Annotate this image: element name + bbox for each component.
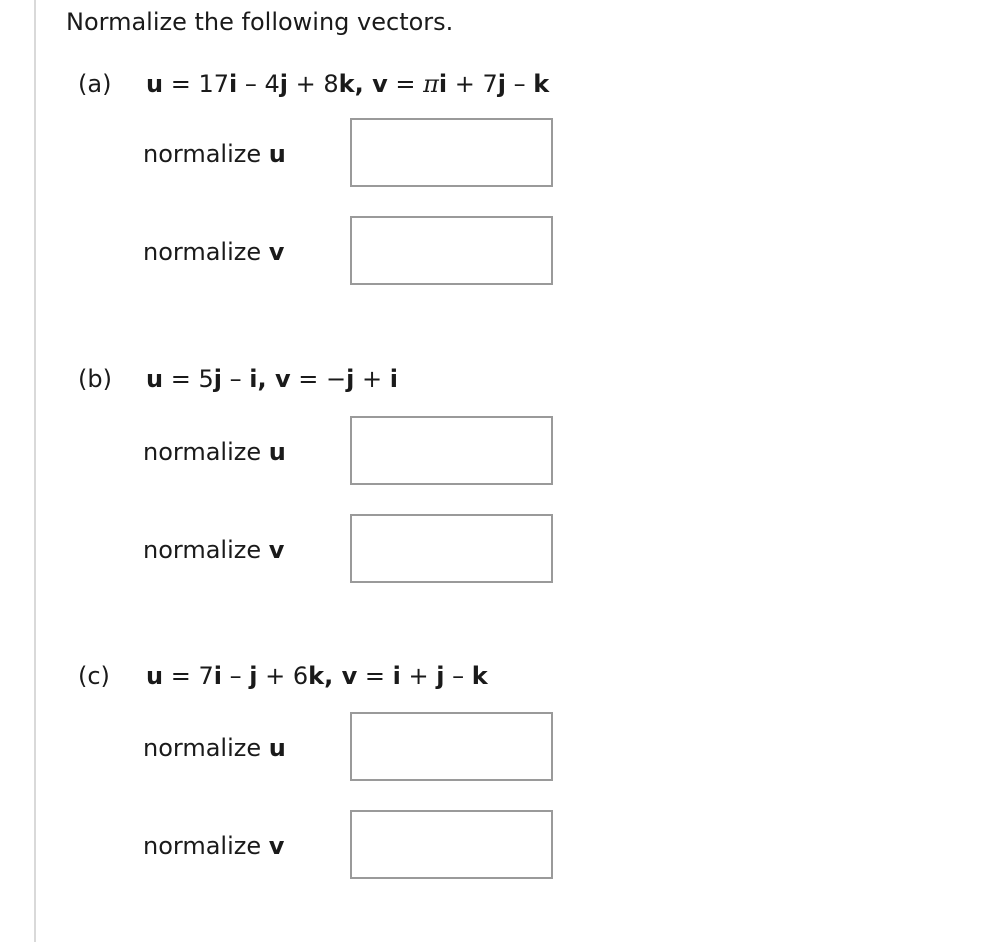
part-b-header: [78, 363, 398, 395]
expression-token: j: [497, 70, 507, 98]
part-b-u-expression: [163, 365, 275, 393]
part-a-v-expression: [388, 70, 550, 98]
part-a-normalize-v-input[interactable]: [350, 216, 553, 285]
part-c-normalize-u-label: [143, 732, 286, 764]
part-c-label: (c): [78, 662, 110, 690]
part-b-u-name: u: [146, 365, 164, 393]
part-a-normalize-v-label: [143, 236, 284, 268]
row-label-prefix: normalize: [143, 734, 269, 762]
expression-token: ,: [324, 662, 342, 690]
part-b-v-expression: [291, 365, 398, 393]
expression-token: + 6: [257, 662, 309, 690]
part-c-normalize-u-input[interactable]: [350, 712, 553, 781]
expression-token: j: [436, 662, 445, 690]
part-b-label: (b): [78, 365, 112, 393]
expression-token: k: [338, 70, 355, 98]
part-a-v-name: v: [372, 70, 388, 98]
row-label-variable: v: [268, 832, 285, 860]
part-b-normalize-v-label: [143, 534, 284, 566]
expression-token: j: [279, 70, 288, 98]
part-c-v-expression: [357, 662, 487, 690]
row-label-variable: v: [268, 536, 285, 564]
expression-token: i: [392, 662, 401, 690]
expression-token: –: [221, 365, 250, 393]
expression-token: +: [400, 662, 437, 690]
expression-token: –: [506, 70, 534, 98]
part-c-u-expression: [163, 662, 341, 690]
part-a-label: (a): [78, 70, 112, 98]
row-label-variable: u: [268, 140, 286, 168]
expression-token: + 8: [288, 70, 339, 98]
expression-token: i: [213, 662, 222, 690]
part-b-normalize-v-input[interactable]: [350, 514, 553, 583]
row-label-prefix: normalize: [143, 832, 269, 860]
row-label-prefix: normalize: [143, 238, 269, 266]
expression-token: = 7: [163, 662, 214, 690]
expression-token: = 17: [163, 70, 229, 98]
expression-token: =: [357, 662, 393, 690]
row-label-variable: u: [268, 734, 286, 762]
expression-token: j: [213, 365, 222, 393]
part-a-u-name: u: [146, 70, 164, 98]
expression-token: j: [249, 662, 258, 690]
row-label-prefix: normalize: [143, 140, 269, 168]
expression-token: –: [221, 662, 250, 690]
expression-token: ,: [354, 70, 373, 98]
expression-token: k: [471, 662, 488, 690]
part-c-u-name: u: [146, 662, 164, 690]
part-c-normalize-v-input[interactable]: [350, 810, 553, 879]
row-label-prefix: normalize: [143, 438, 269, 466]
row-label-prefix: normalize: [143, 536, 269, 564]
expression-token: i: [229, 70, 238, 98]
expression-token: = 5: [163, 365, 214, 393]
expression-token: i: [438, 70, 448, 98]
part-a-normalize-u-input[interactable]: [350, 118, 553, 187]
part-c-v-name: v: [341, 662, 358, 690]
part-a-header: [78, 68, 549, 100]
expression-token: ,: [257, 365, 275, 393]
expression-token: i: [389, 365, 398, 393]
expression-token: +: [354, 365, 390, 393]
left-margin-rule: [34, 0, 36, 942]
expression-token: k: [308, 662, 325, 690]
expression-token: π: [423, 70, 439, 98]
part-b-normalize-u-label: [143, 436, 286, 468]
expression-token: =: [387, 70, 424, 98]
expression-token: k: [533, 70, 550, 98]
part-a-normalize-u-label: [143, 138, 286, 170]
part-a-u-expression: [163, 70, 372, 98]
part-c-normalize-v-label: [143, 830, 284, 862]
row-label-variable: v: [268, 238, 285, 266]
part-c-header: [78, 660, 488, 692]
instruction-text: Normalize the following vectors.: [66, 8, 454, 36]
expression-token: i: [249, 365, 258, 393]
expression-token: = −: [290, 365, 347, 393]
expression-token: + 7: [447, 70, 498, 98]
row-label-variable: u: [268, 438, 286, 466]
expression-token: – 4: [237, 70, 280, 98]
expression-token: –: [444, 662, 472, 690]
expression-token: j: [346, 365, 355, 393]
part-b-v-name: v: [274, 365, 291, 393]
part-b-normalize-u-input[interactable]: [350, 416, 553, 485]
